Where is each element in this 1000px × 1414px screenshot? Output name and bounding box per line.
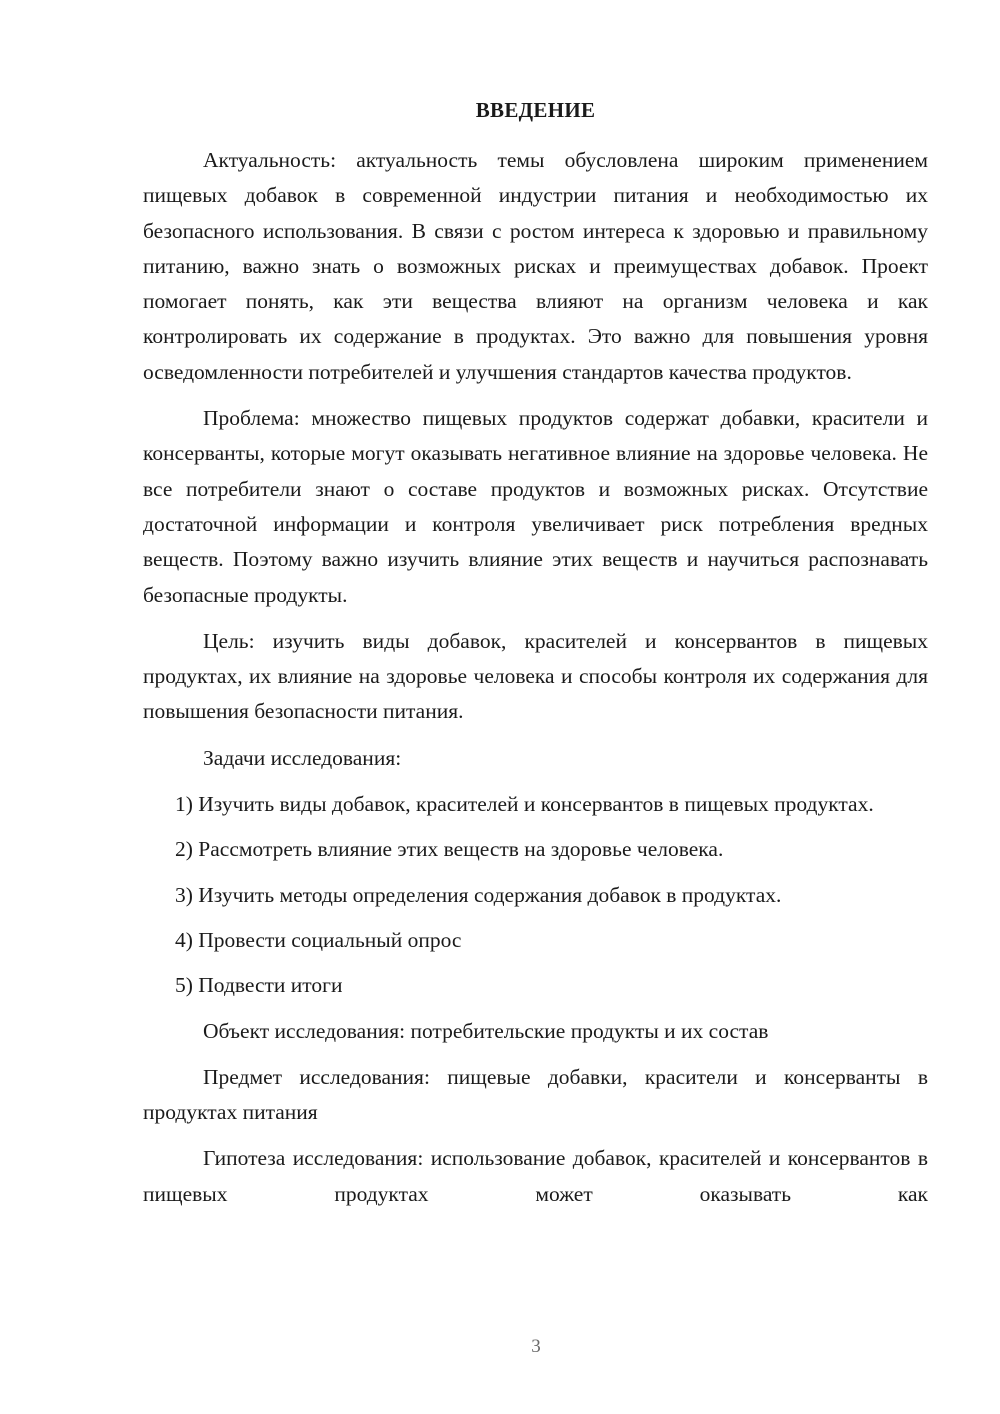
task-item-3: 3) Изучить методы определения содержания добавок в продуктах.	[175, 882, 782, 907]
object-paragraph: Объект исследования: потребительские продукты и их состав	[203, 1018, 769, 1043]
page-title: ВВЕДЕНИЕ	[475, 98, 596, 122]
document-page	[143, 95, 928, 1223]
relevance-paragraph: Актуальность: актуальность темы обусловлена широким применением пищевых добавок в современной индустрии питания и необходимостью их безопасного использования. В связи с ростом интереса к здоровью и правильному питанию, важно знать о возможных рисках и преимуществах добавок. Проект помогает понять, как эти вещества влияют на организм человека и как контролировать их содержание в продуктах. Это важно для повышения уровня осведомленности потребителей и улучшения стандартов качества продуктов.	[143, 148, 928, 384]
problem-paragraph: Проблема: множество пищевых продуктов содержат добавки, красители и консерванты, которые могут оказывать негативное влияние на здоровье человека. Не все потребители знают о составе продуктов и возможных рисках. Отсутствие достаточной информации и контроля увеличивает риск потребления вредных веществ. Поэтому важно изучить влияние этих веществ и научиться распознавать безопасные продукты.	[143, 406, 928, 607]
task-item-4: 4) Провести социальный опрос	[175, 927, 462, 952]
tasks-list	[143, 787, 928, 1003]
page-number: 3	[531, 1336, 541, 1357]
subject-paragraph: Предмет исследования: пищевые добавки, красители и консерванты в продуктах питания	[143, 1064, 928, 1125]
task-item-2: 2) Рассмотреть влияние этих веществ на здоровье человека.	[175, 837, 724, 862]
tasks-heading: Задачи исследования:	[203, 745, 402, 770]
task-item-1: 1) Изучить виды добавок, красителей и консервантов в пищевых продуктах.	[175, 792, 874, 817]
goal-paragraph: Цель: изучить виды добавок, красителей и консервантов в пищевых продуктах, их влияние на здоровье человека и способы контроля их содержания для повышения безопасности питания.	[143, 628, 928, 724]
hypothesis-paragraph: Гипотеза исследования: использование добавок, красителей и консервантов в пищевых продуктах может оказывать как	[143, 1146, 928, 1206]
task-item-5: 5) Подвести итоги	[175, 973, 343, 998]
